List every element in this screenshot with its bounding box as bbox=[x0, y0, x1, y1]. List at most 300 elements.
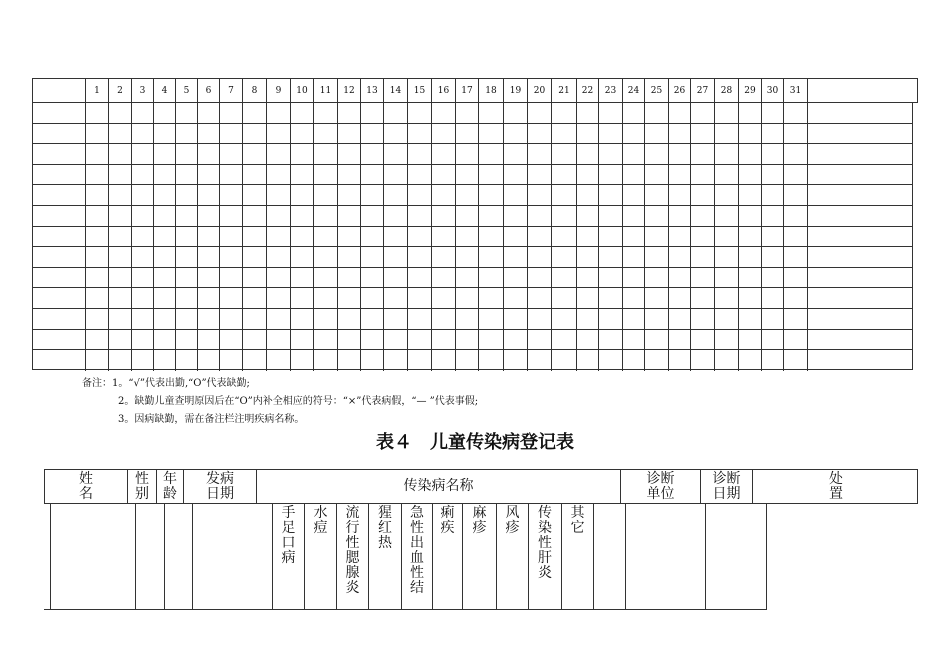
attendance-cell[interactable] bbox=[198, 206, 220, 226]
attendance-cell[interactable] bbox=[86, 288, 109, 308]
attendance-cell[interactable] bbox=[784, 288, 808, 308]
attendance-cell[interactable] bbox=[154, 185, 176, 205]
attendance-cell[interactable] bbox=[154, 103, 176, 123]
attendance-cell[interactable] bbox=[691, 227, 715, 247]
blank-column[interactable] bbox=[193, 504, 273, 609]
attendance-cell[interactable] bbox=[267, 124, 291, 144]
attendance-cell[interactable] bbox=[432, 165, 456, 185]
attendance-cell[interactable] bbox=[432, 268, 456, 288]
attendance-cell[interactable] bbox=[33, 144, 86, 164]
attendance-cell[interactable] bbox=[267, 103, 291, 123]
attendance-cell[interactable] bbox=[456, 288, 479, 308]
attendance-cell[interactable] bbox=[645, 124, 669, 144]
attendance-cell[interactable] bbox=[408, 227, 432, 247]
attendance-cell[interactable] bbox=[669, 165, 691, 185]
attendance-cell[interactable] bbox=[599, 247, 623, 267]
attendance-cell[interactable] bbox=[361, 165, 384, 185]
attendance-cell[interactable] bbox=[691, 309, 715, 329]
attendance-cell[interactable] bbox=[154, 309, 176, 329]
attendance-cell[interactable] bbox=[33, 288, 86, 308]
attendance-cell[interactable] bbox=[504, 124, 528, 144]
attendance-cell[interactable] bbox=[86, 144, 109, 164]
attendance-cell[interactable] bbox=[220, 247, 243, 267]
attendance-cell[interactable] bbox=[243, 185, 267, 205]
attendance-cell[interactable] bbox=[456, 185, 479, 205]
attendance-cell[interactable] bbox=[577, 268, 599, 288]
attendance-cell[interactable] bbox=[552, 206, 577, 226]
attendance-cell[interactable] bbox=[715, 309, 739, 329]
attendance-cell[interactable] bbox=[154, 165, 176, 185]
attendance-cell[interactable] bbox=[552, 247, 577, 267]
attendance-cell[interactable] bbox=[86, 247, 109, 267]
attendance-cell[interactable] bbox=[577, 165, 599, 185]
attendance-cell[interactable] bbox=[528, 144, 552, 164]
attendance-cell[interactable] bbox=[577, 124, 599, 144]
attendance-cell[interactable] bbox=[645, 103, 669, 123]
attendance-cell[interactable] bbox=[408, 124, 432, 144]
attendance-cell[interactable] bbox=[291, 247, 314, 267]
attendance-cell[interactable] bbox=[432, 227, 456, 247]
attendance-cell[interactable] bbox=[623, 247, 645, 267]
attendance-cell[interactable] bbox=[109, 185, 132, 205]
attendance-cell[interactable] bbox=[691, 185, 715, 205]
attendance-cell[interactable] bbox=[479, 350, 504, 371]
attendance-cell[interactable] bbox=[432, 103, 456, 123]
attendance-cell[interactable] bbox=[314, 330, 338, 350]
attendance-cell[interactable] bbox=[361, 227, 384, 247]
attendance-cell[interactable] bbox=[504, 185, 528, 205]
attendance-cell[interactable] bbox=[291, 268, 314, 288]
attendance-cell[interactable] bbox=[198, 124, 220, 144]
attendance-cell[interactable] bbox=[456, 144, 479, 164]
attendance-cell[interactable] bbox=[552, 124, 577, 144]
attendance-cell[interactable] bbox=[314, 185, 338, 205]
attendance-cell[interactable] bbox=[456, 227, 479, 247]
attendance-cell[interactable] bbox=[762, 309, 784, 329]
attendance-cell[interactable] bbox=[599, 350, 623, 371]
attendance-cell[interactable] bbox=[645, 247, 669, 267]
attendance-cell[interactable] bbox=[198, 103, 220, 123]
attendance-cell[interactable] bbox=[528, 309, 552, 329]
attendance-cell[interactable] bbox=[220, 227, 243, 247]
attendance-cell[interactable] bbox=[808, 288, 904, 308]
attendance-cell[interactable] bbox=[552, 350, 577, 371]
attendance-cell[interactable] bbox=[267, 350, 291, 371]
attendance-cell[interactable] bbox=[314, 247, 338, 267]
attendance-cell[interactable] bbox=[762, 144, 784, 164]
attendance-cell[interactable] bbox=[291, 330, 314, 350]
attendance-cell[interactable] bbox=[623, 206, 645, 226]
attendance-cell[interactable] bbox=[479, 247, 504, 267]
attendance-cell[interactable] bbox=[762, 103, 784, 123]
attendance-cell[interactable] bbox=[691, 288, 715, 308]
attendance-cell[interactable] bbox=[528, 206, 552, 226]
attendance-cell[interactable] bbox=[361, 185, 384, 205]
blank-column[interactable] bbox=[136, 504, 165, 609]
attendance-cell[interactable] bbox=[623, 288, 645, 308]
attendance-cell[interactable] bbox=[109, 350, 132, 371]
attendance-cell[interactable] bbox=[577, 350, 599, 371]
attendance-cell[interactable] bbox=[623, 309, 645, 329]
attendance-cell[interactable] bbox=[479, 227, 504, 247]
attendance-cell[interactable] bbox=[267, 247, 291, 267]
attendance-cell[interactable] bbox=[243, 165, 267, 185]
attendance-cell[interactable] bbox=[784, 185, 808, 205]
attendance-cell[interactable] bbox=[456, 206, 479, 226]
attendance-cell[interactable] bbox=[691, 144, 715, 164]
attendance-cell[interactable] bbox=[784, 206, 808, 226]
attendance-cell[interactable] bbox=[243, 206, 267, 226]
attendance-cell[interactable] bbox=[33, 247, 86, 267]
attendance-cell[interactable] bbox=[132, 330, 154, 350]
blank-column[interactable] bbox=[165, 504, 193, 609]
attendance-cell[interactable] bbox=[432, 185, 456, 205]
attendance-cell[interactable] bbox=[645, 206, 669, 226]
attendance-cell[interactable] bbox=[577, 309, 599, 329]
attendance-cell[interactable] bbox=[645, 330, 669, 350]
attendance-cell[interactable] bbox=[784, 103, 808, 123]
attendance-cell[interactable] bbox=[408, 103, 432, 123]
attendance-cell[interactable] bbox=[243, 247, 267, 267]
attendance-cell[interactable] bbox=[504, 247, 528, 267]
attendance-cell[interactable] bbox=[176, 350, 198, 371]
attendance-cell[interactable] bbox=[528, 350, 552, 371]
attendance-cell[interactable] bbox=[408, 350, 432, 371]
attendance-cell[interactable] bbox=[739, 206, 762, 226]
attendance-cell[interactable] bbox=[338, 227, 361, 247]
attendance-cell[interactable] bbox=[715, 165, 739, 185]
attendance-cell[interactable] bbox=[623, 268, 645, 288]
attendance-cell[interactable] bbox=[176, 165, 198, 185]
attendance-cell[interactable] bbox=[784, 268, 808, 288]
attendance-cell[interactable] bbox=[154, 206, 176, 226]
attendance-cell[interactable] bbox=[432, 309, 456, 329]
attendance-cell[interactable] bbox=[314, 350, 338, 371]
attendance-cell[interactable] bbox=[338, 309, 361, 329]
attendance-cell[interactable] bbox=[669, 206, 691, 226]
attendance-cell[interactable] bbox=[338, 103, 361, 123]
attendance-cell[interactable] bbox=[552, 103, 577, 123]
attendance-cell[interactable] bbox=[739, 124, 762, 144]
attendance-cell[interactable] bbox=[408, 185, 432, 205]
attendance-cell[interactable] bbox=[528, 124, 552, 144]
attendance-cell[interactable] bbox=[291, 309, 314, 329]
attendance-cell[interactable] bbox=[33, 268, 86, 288]
attendance-cell[interactable] bbox=[198, 330, 220, 350]
attendance-cell[interactable] bbox=[384, 144, 408, 164]
attendance-cell[interactable] bbox=[762, 227, 784, 247]
attendance-cell[interactable] bbox=[338, 144, 361, 164]
blank-column[interactable] bbox=[51, 504, 136, 609]
attendance-cell[interactable] bbox=[432, 206, 456, 226]
attendance-cell[interactable] bbox=[456, 268, 479, 288]
attendance-cell[interactable] bbox=[86, 227, 109, 247]
attendance-cell[interactable] bbox=[577, 185, 599, 205]
attendance-cell[interactable] bbox=[33, 350, 86, 371]
attendance-cell[interactable] bbox=[762, 288, 784, 308]
attendance-cell[interactable] bbox=[361, 268, 384, 288]
attendance-cell[interactable] bbox=[243, 309, 267, 329]
attendance-cell[interactable] bbox=[361, 103, 384, 123]
attendance-cell[interactable] bbox=[176, 247, 198, 267]
attendance-cell[interactable] bbox=[479, 144, 504, 164]
attendance-cell[interactable] bbox=[408, 247, 432, 267]
attendance-cell[interactable] bbox=[715, 227, 739, 247]
attendance-cell[interactable] bbox=[715, 288, 739, 308]
attendance-cell[interactable] bbox=[623, 124, 645, 144]
attendance-cell[interactable] bbox=[504, 227, 528, 247]
attendance-cell[interactable] bbox=[243, 268, 267, 288]
attendance-cell[interactable] bbox=[669, 330, 691, 350]
attendance-cell[interactable] bbox=[784, 144, 808, 164]
attendance-cell[interactable] bbox=[715, 103, 739, 123]
attendance-cell[interactable] bbox=[154, 247, 176, 267]
attendance-cell[interactable] bbox=[762, 330, 784, 350]
attendance-cell[interactable] bbox=[808, 268, 904, 288]
attendance-cell[interactable] bbox=[479, 330, 504, 350]
attendance-cell[interactable] bbox=[243, 103, 267, 123]
attendance-cell[interactable] bbox=[132, 350, 154, 371]
attendance-cell[interactable] bbox=[198, 165, 220, 185]
attendance-cell[interactable] bbox=[314, 227, 338, 247]
attendance-cell[interactable] bbox=[198, 247, 220, 267]
attendance-cell[interactable] bbox=[132, 165, 154, 185]
attendance-cell[interactable] bbox=[291, 206, 314, 226]
attendance-cell[interactable] bbox=[504, 268, 528, 288]
attendance-cell[interactable] bbox=[86, 103, 109, 123]
attendance-cell[interactable] bbox=[338, 330, 361, 350]
attendance-cell[interactable] bbox=[552, 268, 577, 288]
attendance-cell[interactable] bbox=[384, 288, 408, 308]
attendance-cell[interactable] bbox=[669, 309, 691, 329]
attendance-cell[interactable] bbox=[338, 268, 361, 288]
attendance-cell[interactable] bbox=[109, 330, 132, 350]
attendance-cell[interactable] bbox=[384, 309, 408, 329]
attendance-cell[interactable] bbox=[33, 227, 86, 247]
attendance-cell[interactable] bbox=[479, 185, 504, 205]
attendance-cell[interactable] bbox=[176, 330, 198, 350]
attendance-cell[interactable] bbox=[552, 185, 577, 205]
attendance-cell[interactable] bbox=[243, 227, 267, 247]
attendance-cell[interactable] bbox=[623, 227, 645, 247]
attendance-cell[interactable] bbox=[291, 350, 314, 371]
attendance-cell[interactable] bbox=[154, 144, 176, 164]
attendance-cell[interactable] bbox=[361, 124, 384, 144]
attendance-cell[interactable] bbox=[623, 103, 645, 123]
attendance-cell[interactable] bbox=[86, 268, 109, 288]
attendance-cell[interactable] bbox=[599, 165, 623, 185]
attendance-cell[interactable] bbox=[314, 165, 338, 185]
attendance-cell[interactable] bbox=[528, 330, 552, 350]
attendance-cell[interactable] bbox=[645, 288, 669, 308]
attendance-cell[interactable] bbox=[109, 247, 132, 267]
attendance-cell[interactable] bbox=[784, 247, 808, 267]
attendance-cell[interactable] bbox=[808, 185, 904, 205]
attendance-cell[interactable] bbox=[552, 144, 577, 164]
attendance-cell[interactable] bbox=[220, 288, 243, 308]
attendance-cell[interactable] bbox=[132, 124, 154, 144]
attendance-cell[interactable] bbox=[669, 124, 691, 144]
attendance-cell[interactable] bbox=[132, 185, 154, 205]
attendance-cell[interactable] bbox=[599, 288, 623, 308]
attendance-cell[interactable] bbox=[528, 165, 552, 185]
attendance-cell[interactable] bbox=[479, 103, 504, 123]
attendance-cell[interactable] bbox=[86, 165, 109, 185]
attendance-cell[interactable] bbox=[784, 350, 808, 371]
attendance-cell[interactable] bbox=[109, 103, 132, 123]
attendance-cell[interactable] bbox=[739, 103, 762, 123]
attendance-cell[interactable] bbox=[645, 185, 669, 205]
attendance-cell[interactable] bbox=[176, 124, 198, 144]
attendance-cell[interactable] bbox=[784, 124, 808, 144]
attendance-cell[interactable] bbox=[338, 350, 361, 371]
attendance-cell[interactable] bbox=[552, 288, 577, 308]
attendance-cell[interactable] bbox=[86, 350, 109, 371]
attendance-cell[interactable] bbox=[154, 330, 176, 350]
attendance-cell[interactable] bbox=[645, 309, 669, 329]
attendance-cell[interactable] bbox=[314, 103, 338, 123]
attendance-cell[interactable] bbox=[669, 350, 691, 371]
attendance-cell[interactable] bbox=[198, 185, 220, 205]
attendance-cell[interactable] bbox=[198, 288, 220, 308]
attendance-cell[interactable] bbox=[432, 144, 456, 164]
attendance-cell[interactable] bbox=[384, 350, 408, 371]
attendance-cell[interactable] bbox=[338, 247, 361, 267]
attendance-cell[interactable] bbox=[267, 206, 291, 226]
attendance-cell[interactable] bbox=[86, 330, 109, 350]
attendance-cell[interactable] bbox=[808, 227, 904, 247]
attendance-cell[interactable] bbox=[384, 124, 408, 144]
attendance-cell[interactable] bbox=[86, 124, 109, 144]
attendance-cell[interactable] bbox=[176, 268, 198, 288]
attendance-cell[interactable] bbox=[314, 144, 338, 164]
attendance-cell[interactable] bbox=[739, 185, 762, 205]
attendance-cell[interactable] bbox=[220, 268, 243, 288]
attendance-cell[interactable] bbox=[739, 350, 762, 371]
attendance-cell[interactable] bbox=[552, 227, 577, 247]
attendance-cell[interactable] bbox=[599, 144, 623, 164]
attendance-cell[interactable] bbox=[220, 124, 243, 144]
attendance-cell[interactable] bbox=[176, 185, 198, 205]
attendance-cell[interactable] bbox=[33, 309, 86, 329]
attendance-cell[interactable] bbox=[267, 227, 291, 247]
attendance-cell[interactable] bbox=[784, 165, 808, 185]
attendance-cell[interactable] bbox=[176, 288, 198, 308]
attendance-cell[interactable] bbox=[715, 350, 739, 371]
attendance-cell[interactable] bbox=[623, 185, 645, 205]
attendance-cell[interactable] bbox=[291, 165, 314, 185]
attendance-cell[interactable] bbox=[220, 309, 243, 329]
attendance-cell[interactable] bbox=[739, 309, 762, 329]
attendance-cell[interactable] bbox=[739, 288, 762, 308]
attendance-cell[interactable] bbox=[808, 309, 904, 329]
blank-column[interactable] bbox=[626, 504, 706, 609]
attendance-cell[interactable] bbox=[577, 247, 599, 267]
attendance-cell[interactable] bbox=[109, 268, 132, 288]
attendance-cell[interactable] bbox=[645, 268, 669, 288]
attendance-cell[interactable] bbox=[808, 165, 904, 185]
attendance-cell[interactable] bbox=[243, 144, 267, 164]
attendance-cell[interactable] bbox=[109, 124, 132, 144]
attendance-cell[interactable] bbox=[220, 144, 243, 164]
attendance-cell[interactable] bbox=[762, 185, 784, 205]
attendance-cell[interactable] bbox=[220, 165, 243, 185]
attendance-cell[interactable] bbox=[623, 350, 645, 371]
attendance-cell[interactable] bbox=[176, 206, 198, 226]
attendance-cell[interactable] bbox=[132, 268, 154, 288]
attendance-cell[interactable] bbox=[691, 165, 715, 185]
attendance-cell[interactable] bbox=[338, 124, 361, 144]
attendance-cell[interactable] bbox=[577, 206, 599, 226]
attendance-cell[interactable] bbox=[504, 309, 528, 329]
attendance-cell[interactable] bbox=[267, 309, 291, 329]
attendance-cell[interactable] bbox=[504, 103, 528, 123]
attendance-cell[interactable] bbox=[715, 268, 739, 288]
attendance-cell[interactable] bbox=[669, 288, 691, 308]
attendance-cell[interactable] bbox=[432, 247, 456, 267]
attendance-cell[interactable] bbox=[808, 206, 904, 226]
attendance-cell[interactable] bbox=[154, 124, 176, 144]
attendance-cell[interactable] bbox=[384, 268, 408, 288]
attendance-cell[interactable] bbox=[456, 247, 479, 267]
attendance-cell[interactable] bbox=[86, 206, 109, 226]
attendance-cell[interactable] bbox=[432, 330, 456, 350]
attendance-cell[interactable] bbox=[361, 330, 384, 350]
attendance-cell[interactable] bbox=[599, 185, 623, 205]
attendance-cell[interactable] bbox=[739, 247, 762, 267]
attendance-cell[interactable] bbox=[33, 124, 86, 144]
attendance-cell[interactable] bbox=[599, 330, 623, 350]
attendance-cell[interactable] bbox=[33, 206, 86, 226]
attendance-cell[interactable] bbox=[715, 247, 739, 267]
attendance-cell[interactable] bbox=[267, 330, 291, 350]
attendance-cell[interactable] bbox=[432, 288, 456, 308]
attendance-cell[interactable] bbox=[528, 268, 552, 288]
attendance-cell[interactable] bbox=[762, 165, 784, 185]
attendance-cell[interactable] bbox=[408, 330, 432, 350]
attendance-cell[interactable] bbox=[645, 227, 669, 247]
attendance-cell[interactable] bbox=[408, 309, 432, 329]
attendance-cell[interactable] bbox=[267, 144, 291, 164]
attendance-cell[interactable] bbox=[691, 350, 715, 371]
attendance-cell[interactable] bbox=[267, 185, 291, 205]
attendance-cell[interactable] bbox=[361, 350, 384, 371]
attendance-cell[interactable] bbox=[623, 144, 645, 164]
attendance-cell[interactable] bbox=[432, 350, 456, 371]
attendance-cell[interactable] bbox=[176, 144, 198, 164]
attendance-cell[interactable] bbox=[109, 288, 132, 308]
attendance-cell[interactable] bbox=[132, 206, 154, 226]
attendance-cell[interactable] bbox=[154, 268, 176, 288]
attendance-cell[interactable] bbox=[291, 227, 314, 247]
attendance-cell[interactable] bbox=[739, 144, 762, 164]
attendance-cell[interactable] bbox=[109, 165, 132, 185]
attendance-cell[interactable] bbox=[109, 144, 132, 164]
attendance-cell[interactable] bbox=[599, 103, 623, 123]
attendance-cell[interactable] bbox=[528, 185, 552, 205]
attendance-cell[interactable] bbox=[384, 227, 408, 247]
attendance-cell[interactable] bbox=[198, 144, 220, 164]
attendance-cell[interactable] bbox=[408, 165, 432, 185]
attendance-cell[interactable] bbox=[456, 330, 479, 350]
attendance-cell[interactable] bbox=[645, 350, 669, 371]
attendance-cell[interactable] bbox=[267, 268, 291, 288]
attendance-cell[interactable] bbox=[456, 103, 479, 123]
attendance-cell[interactable] bbox=[291, 124, 314, 144]
attendance-cell[interactable] bbox=[243, 350, 267, 371]
attendance-cell[interactable] bbox=[669, 227, 691, 247]
attendance-cell[interactable] bbox=[109, 206, 132, 226]
